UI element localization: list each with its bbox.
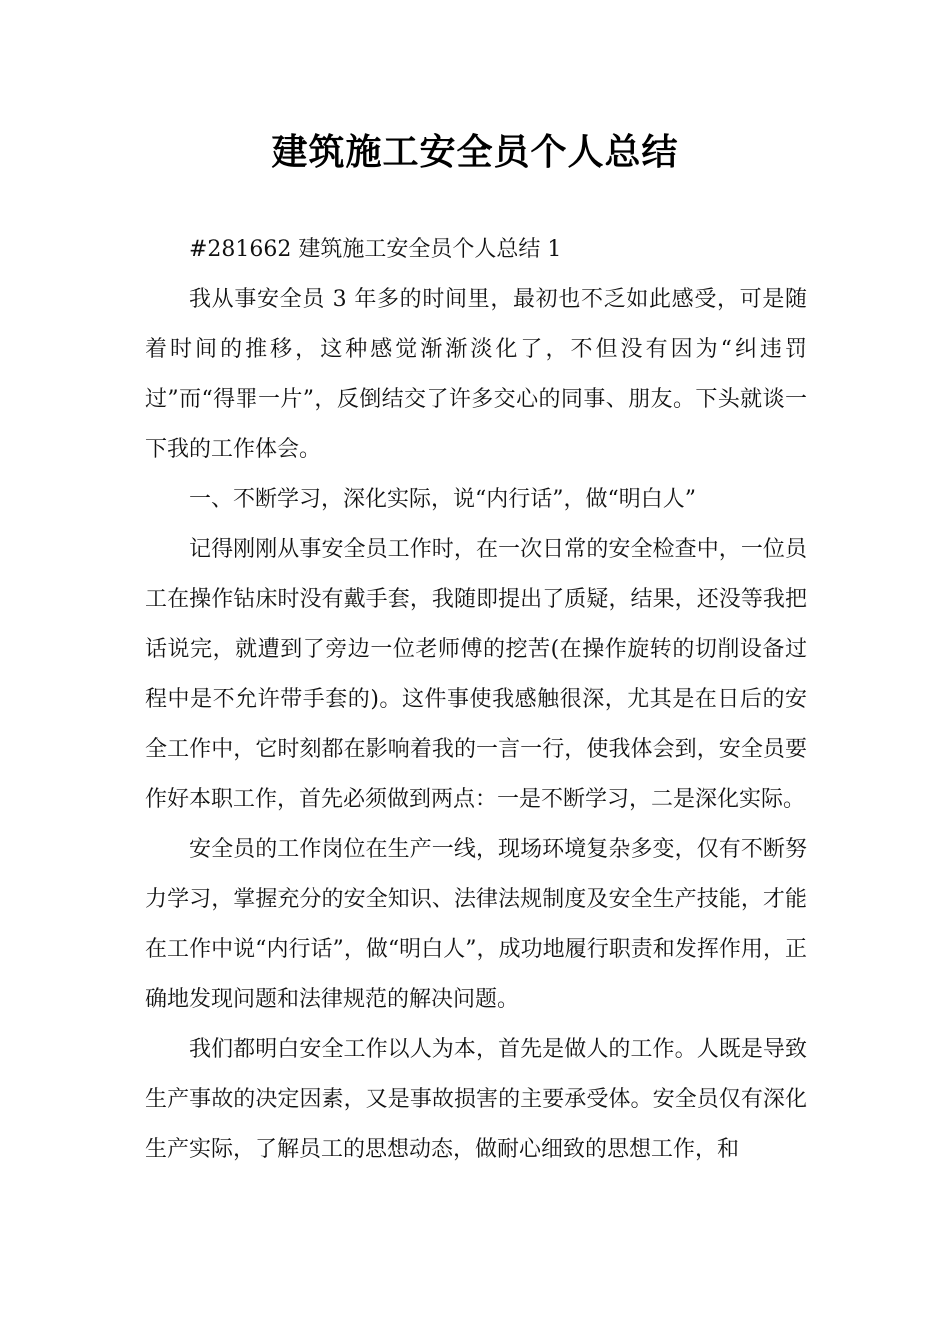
paragraph-people: 我们都明白安全工作以人为本，首先是做人的工作。人既是导致生产事故的决定因素，又是事故损害的主要承受体。安全员仅有深化生产实际，了解员工的思想动态，做耐心细致的思想工作，和 (145, 1037, 807, 1162)
section-heading-1: 一、不断学习，深化实际，说“内行话”，做“明白人” (189, 487, 696, 512)
paragraph-intro: 我从事安全员 3 年多的时间里，最初也不乏如此感受，可是随着时间的推移，这种感觉渐渐淡化了，不但没有因为“纠违罚过”而“得罪一片”，反倒结交了许多交心的同事、朋友。下头就谈一下我的工作体会。 (145, 287, 807, 462)
paragraph-learning: 安全员的工作岗位在生产一线，现场环境复杂多变，仅有不断努力学习，掌握充分的安全知识、法律法规制度及安全生产技能，才能在工作中说“内行话”，做“明白人”，成功地履行职责和发挥作用，正确地发现问题和法律规范的解决问题。 (145, 837, 807, 1012)
paragraph-story: 记得刚刚从事安全员工作时，在一次日常的安全检查中，一位员工在操作钻床时没有戴手套，我随即提出了质疑，结果，还没等我把话说完，就遭到了旁边一位老师傅的挖苦(在操作旋转的切削设备过程中是不允许带手套的)。这件事使我感触很深，尤其是在日后的安全工作中，它时刻都在影响着我的一言一行，使我体会到，安全员要作好本职工作，首先必须做到两点：一是不断学习，二是深化实际。 (145, 537, 807, 812)
paragraph-doc-id: #281662 建筑施工安全员个人总结 1 (189, 237, 562, 262)
page-title: 建筑施工安全员个人总结 (271, 132, 679, 173)
document-body (145, 225, 807, 1175)
